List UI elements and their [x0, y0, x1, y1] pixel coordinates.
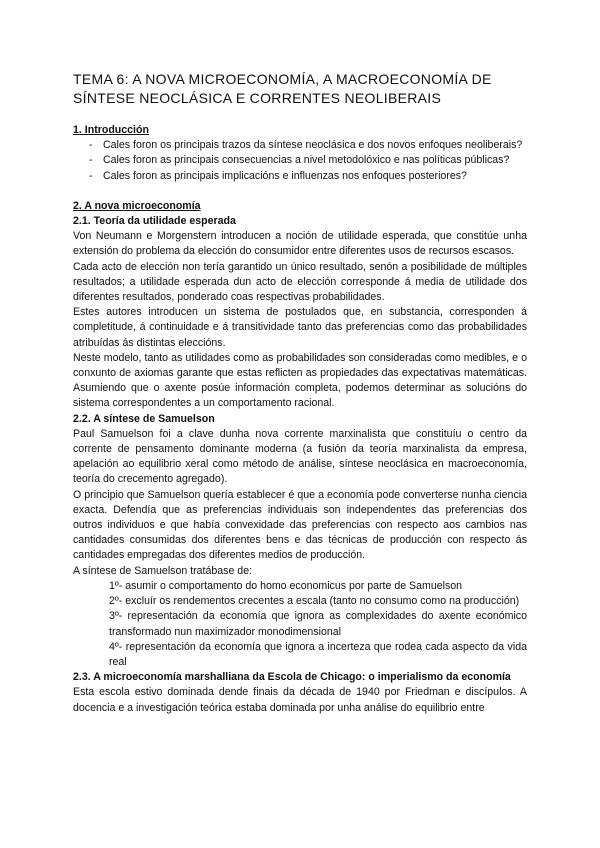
document-title: TEMA 6: A NOVA MICROECONOMÍA, A MACROECONOMÍA DE SÍNTESE NEOCLÁSICA E CORRENTES NEOLIBERAIS — [73, 71, 492, 106]
paragraph: O principio que Samuelson quería establecer é que a economía pode converterse nunha ciencia exacta. Defendía que as preferencias individuais son independentes das preferencias dos outros individuos e que había convexidade das preferencias con respecto aos cambios nas cantidades consumidas dos diferentes bens e das técnicas de producción con respecto ás cantidades empregadas dos diferentes medios de producción. — [73, 488, 527, 562]
list-item: - Cales foron as principais implicacións e influenzas nos enfoques posteriores? — [103, 169, 527, 184]
paragraph: Esta escola estivo dominada dende finais da década de 1940 por Friedman e discípulos. A docencia e a investigación teórica estaba dominada por unha análise do equilibrio entre — [73, 686, 527, 714]
list-item: - Cales foron os principais trazos da síntese neoclásica e dos novos enfoques neoliberais? — [103, 138, 527, 153]
document-body — [73, 123, 527, 716]
list-item: 3º- representación da economía que ignora as complexidades do axente económico transformado nun maximizador monodimensional — [109, 610, 527, 638]
samuelson-list — [73, 579, 527, 670]
paragraph: Cada acto de elección non tería garantido un único resultado, senón a posibilidade de múltiples resultados; a utilidade esperada dun acto de elección corresponde á media de utilidade dos diferentes resultados, ponderado coas respectivas probabilidades. — [73, 260, 527, 304]
paragraph: Paul Samuelson foi a clave dunha nova corrente marxinalista que constituíu o centro da corrente de pensamento dominante moderna (a fusión da teoría marxinalista da empresa, apelación ao equilibrio xeral como método de análise, síntese neoclásica en macroeconomía, teoría do crecemento agregado). — [73, 427, 527, 486]
section-heading-new-microeconomics: 2. A nova microeconomía — [73, 199, 201, 212]
paragraph: Neste modelo, tanto as utilidades como as probabilidades son consideradas como medibles, e o conxunto de axiomas garante que estas reflicten as propiedades das expectativas matemáticas. Asumiendo que o axente posúe información completa, podemos determinar as solucións do sistema correspondentes a un comportamento racional. — [73, 351, 527, 410]
subsection-heading-samuelson: 2.2. A síntese de Samuelson — [73, 412, 215, 425]
question-list — [73, 138, 527, 184]
section-heading-introduction: 1. Introducción — [73, 124, 149, 136]
list-item: 2º- excluír os rendementos crecentes a escala (tanto no consumo como na producción) — [109, 595, 520, 608]
paragraph: Estes autores introducen un sistema de postulados que, en substancia, corresponden á completitude, á continuidade e á transitividade tanto das preferencias como das probabilidades atribuídas ás distintas eleccións. — [73, 306, 527, 349]
subsection-heading-chicago-school: 2.3. A microeconomía marshalliana da Escola de Chicago: o imperialismo da economía — [73, 671, 511, 684]
paragraph: Von Neumann e Morgenstern introducen a noción de utilidade esperada, que constitúe unha extensión do problema da elección do consumidor entre diferentes usos de recursos escasos. — [73, 230, 527, 258]
list-item: 1º- asumir o comportamento do homo economicus por parte de Samuelson — [109, 579, 463, 592]
list-item: - Cales foron as principais consecuencias a nivel metodolóxico e nas políticas públicas? — [103, 153, 527, 168]
subsection-heading-expected-utility: 2.1. Teoría da utilidade esperada — [73, 215, 236, 228]
list-intro: A síntese de Samuelson tratábase de: — [73, 564, 253, 577]
list-item: 4º- representación da economía que ignora a incerteza que rodea cada aspecto da vida real — [109, 640, 527, 668]
